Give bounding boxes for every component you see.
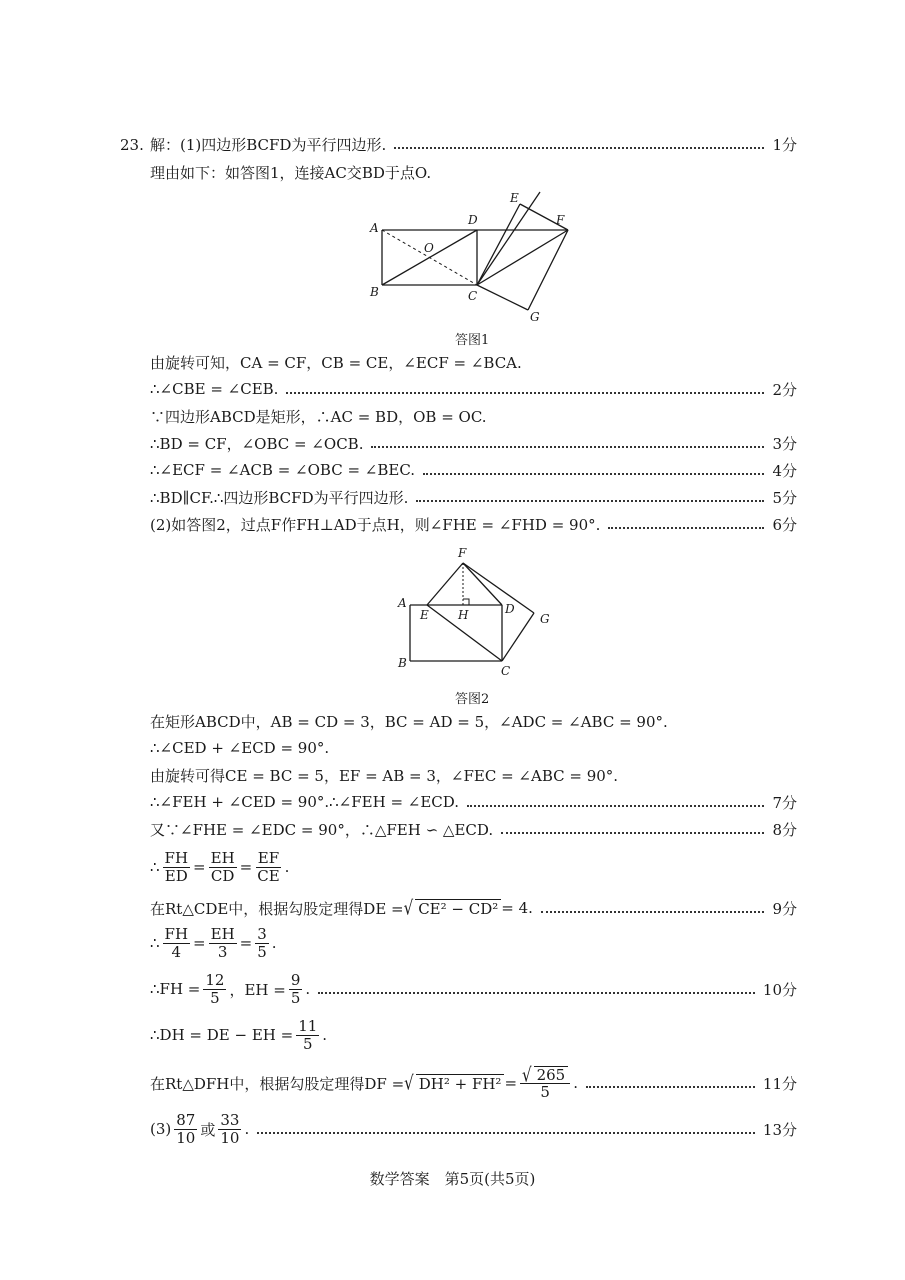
answer-line-17: ∴ $\frac{FH}{4}$ = $\frac{EH}{3}$ = $\frac{3}{5}$ . <box>150 925 277 961</box>
fig2-label-d: D <box>505 602 515 616</box>
answer-line-9: (2)如答图2，过点F作FH⊥AD于点H，则∠FHE = ∠FHD = 90°. 6分 <box>150 515 797 534</box>
fig1-label-f: F <box>556 213 565 227</box>
fig1-label-o: O <box>424 241 434 255</box>
figure-1-caption: 答图1 <box>455 333 490 348</box>
fraction: $\frac{12}{5}$ <box>205 971 225 1007</box>
fraction: $\frac{11}{5}$ <box>298 1017 318 1053</box>
answer-line-1: 解：(1)四边形BCFD为平行四边形. 1分 <box>150 135 797 154</box>
fig2-label-c: C <box>501 664 511 678</box>
score: 6分 <box>772 515 797 534</box>
answer-line-8: ∴BD∥CF.∴四边形BCFD为平行四边形. 5分 <box>150 488 797 507</box>
fig1-label-d: D <box>468 213 478 227</box>
fig2-label-f: F <box>458 546 467 560</box>
answer-line-6: ∴BD = CF，∠OBC = ∠OCB. 3分 <box>150 434 797 453</box>
fig2-label-g: G <box>540 612 550 626</box>
answer-line-3: 由旋转可知，CA = CF，CB = CE，∠ECF = ∠BCA. <box>150 353 522 372</box>
score: 8分 <box>772 820 797 839</box>
fraction: $\frac{EH}{CD}$ <box>210 849 235 885</box>
score: 9分 <box>772 899 797 918</box>
fraction: $\frac{33}{10}$ <box>220 1111 240 1147</box>
fig1-label-e: E <box>510 191 519 205</box>
answer-line-12: 由旋转可得CE = BC = 5，EF = AB = 3，∠FEC = ∠ABC = 90°. <box>150 766 619 785</box>
answer-line-7: ∴∠ECF = ∠ACB = ∠OBC = ∠BEC. 4分 <box>150 461 797 480</box>
fraction: $\frac{EF}{CE}$ <box>257 849 280 885</box>
answer-line-4: ∴∠CBE = ∠CEB. 2分 <box>150 380 797 399</box>
answer-line-19: 在Rt△DFH中，根据勾股定理得DF = √ DH² + FH² = $\frac{√ 265}{5}$ . 11分 <box>150 1062 797 1101</box>
fig2-label-b: B <box>398 656 407 670</box>
figure-2-diagram <box>390 543 565 683</box>
fraction: $\frac{FH}{ED}$ <box>164 849 189 885</box>
score: 11分 <box>762 1074 797 1093</box>
score: 10分 <box>762 980 797 999</box>
answer-line-5: ∵四边形ABCD是矩形，∴AC = BD，OB = OC. <box>150 407 487 426</box>
fraction: $\frac{FH}{4}$ <box>164 925 189 961</box>
fraction: $\frac{87}{10}$ <box>176 1111 196 1147</box>
answer-line-20: (3) $\frac{87}{10}$ 或 $\frac{33}{10}$ . 13分 <box>150 1111 797 1147</box>
score: 3分 <box>772 434 797 453</box>
answer-line-13: ∴∠FEH + ∠CED = 90°.∴∠FEH = ∠ECD. 7分 <box>150 793 797 812</box>
fig1-label-g: G <box>530 310 540 324</box>
fraction: $\frac{3}{5}$ <box>257 925 267 961</box>
score: 7分 <box>772 793 797 812</box>
fraction: $\frac{9}{5}$ <box>290 971 301 1007</box>
fig2-label-a: A <box>398 596 407 610</box>
answer-line-15: ∴ $\frac{FH}{ED}$ = $\frac{EH}{CD}$ = $\frac{EF}{CE}$ . <box>150 849 290 885</box>
fig1-label-a: A <box>370 221 379 235</box>
fig1-label-c: C <box>468 289 478 303</box>
answer-line-10: 在矩形ABCD中，AB = CD = 3，BC = AD = 5，∠ADC = ∠ABC = 90°. <box>150 712 668 731</box>
answer-line-16: 在Rt△CDE中，根据勾股定理得DE = √ CE² − CD² = 4. 9分 <box>150 896 797 920</box>
score: 1分 <box>772 135 797 154</box>
score: 2分 <box>772 380 797 399</box>
answer-line-14: 又∵∠FHE = ∠EDC = 90°，∴△FEH ∽ △ECD. 8分 <box>150 820 797 839</box>
answer-line-18: ∴FH = $\frac{12}{5}$ ，EH = $\frac{9}{5}$ . 10分 <box>150 971 797 1007</box>
score: 5分 <box>772 488 797 507</box>
fig1-label-b: B <box>370 285 379 299</box>
fraction: $\frac{EH}{3}$ <box>210 925 235 961</box>
figure-1-diagram <box>360 188 565 324</box>
answer-line-18b: ∴DH = DE − EH = $\frac{11}{5}$ . <box>150 1017 328 1053</box>
fig2-label-e: E <box>420 608 429 622</box>
question-number: 23. <box>120 136 144 154</box>
answer-line-11: ∴∠CED + ∠ECD = 90°. <box>150 739 330 757</box>
page-footer: 数学答案 第5页(共5页) <box>369 1170 536 1188</box>
answer-line-2: 理由如下：如答图1，连接AC交BD于点O. <box>150 163 432 182</box>
figure-2-caption: 答图2 <box>455 692 490 707</box>
score: 4分 <box>772 461 797 480</box>
fig2-label-h: H <box>458 608 469 622</box>
score: 13分 <box>762 1120 797 1139</box>
fraction: $\frac{√ 265}{5}$ <box>520 1066 570 1101</box>
